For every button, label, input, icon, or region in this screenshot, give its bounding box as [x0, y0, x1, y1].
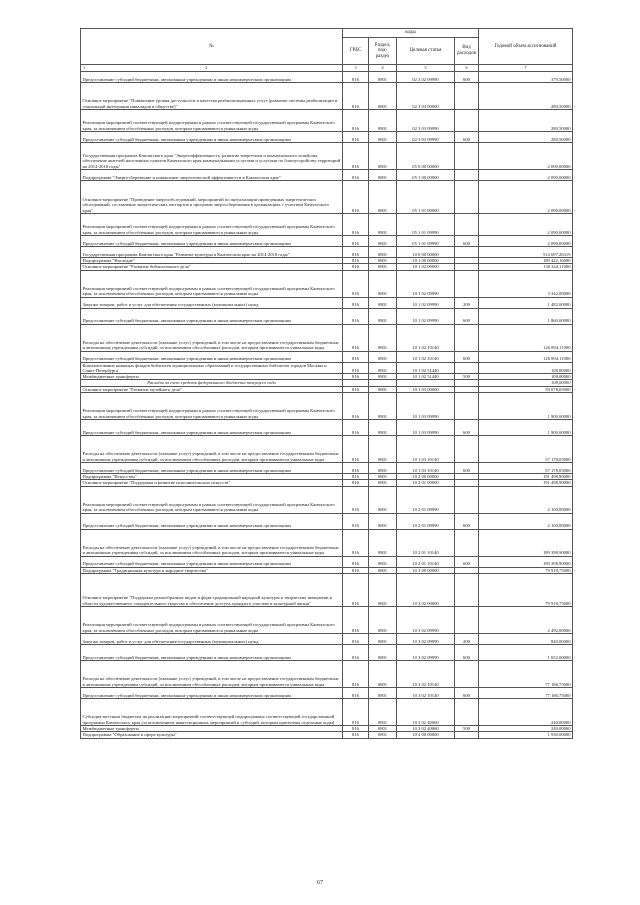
row-target: 10 1 00 00000: [397, 258, 455, 264]
row-name: Реализация мероприятий соответствующей подпрограммы в рамках соответствующей государственной программы Камчатского края, за исключением обособленных расходов, которым присваиваются уникальные коды: [81, 270, 343, 297]
row-target: 10 2 01 09990: [397, 486, 455, 513]
row-type: [455, 143, 479, 170]
table-row: [81, 644, 573, 660]
row-name: Предоставление субсидий бюджетным, автономным учреждениям и иным некоммерческим организациям: [81, 556, 343, 567]
row-name: Межбюджетные трансферты: [81, 374, 343, 380]
row-grbs: 816: [343, 486, 369, 513]
table-row: [81, 236, 573, 247]
row-section: 0801: [369, 529, 397, 556]
row-amount: 126 894,11000: [479, 324, 573, 351]
table-row: [81, 270, 573, 297]
row-type: [455, 83, 479, 110]
row-name: Комплектование книжных фондов библиотек муниципальных образований и государственных библиотек городов Москвы и Санкт-Петербурга: [81, 362, 343, 374]
header-codes: коды: [343, 29, 479, 38]
table-row: [81, 324, 573, 351]
row-type: [455, 170, 479, 181]
row-name: Подпрограмма "Наследие": [81, 258, 343, 264]
row-name: Реализация мероприятий соответствующей подпрограммы в рамках соответствующей государственной программы Камчатского края, за исключением обособленных расходов, которым присваиваются уникальные коды: [81, 214, 343, 236]
row-target: 10 2 01 09990: [397, 513, 455, 529]
row-amount: 240,00000: [479, 725, 573, 731]
header-section: Раздел, под- раздел: [369, 38, 397, 65]
row-type: [455, 214, 479, 236]
row-target: 02 3 03 00000: [397, 83, 455, 110]
row-name: Предоставление субсидий бюджетным, автономным учреждениям и иным некоммерческим организациям: [81, 308, 343, 324]
header-target: Целевая статья: [397, 38, 455, 65]
row-target: 10 2 01 00000: [397, 480, 455, 486]
row-section: 0801: [369, 132, 397, 143]
row-grbs: 816: [343, 170, 369, 181]
row-grbs: 816: [343, 732, 369, 738]
table-row: [81, 214, 573, 236]
row-amount: 514 697,26319: [479, 247, 573, 258]
row-name: Основное мероприятие "Повышение уровня доступности и качества реабилитационных услуг (развитие системы реабилитации и социальной интеграции инвалидов в обществе)": [81, 83, 343, 110]
row-name: Подпрограмма "Энергосбережение и повышение энергетической эффективности в Камчатском крае": [81, 170, 343, 181]
row-section: 0801: [369, 687, 397, 698]
row-section: 0801: [369, 556, 397, 567]
row-target: 10 3 02 09990: [397, 633, 455, 644]
row-target: 10 1 03 09990: [397, 393, 455, 420]
row-section: 0801: [369, 72, 397, 83]
row-type: [455, 436, 479, 463]
table-row: [81, 436, 573, 463]
row-target: 10 1 03 09990: [397, 420, 455, 436]
row-grbs: 816: [343, 214, 369, 236]
row-amount: 108,00000: [479, 362, 573, 374]
row-amount: 280,50000: [479, 132, 573, 143]
table-row: [81, 362, 573, 374]
row-section: 0801: [369, 258, 397, 264]
row-type: 500: [455, 374, 479, 380]
row-amount: 240,00000: [479, 698, 573, 725]
row-amount: 126 894,11000: [479, 351, 573, 362]
header-number-name: №: [81, 29, 343, 65]
row-amount: 1 860,00000: [479, 308, 573, 324]
row-type: [455, 732, 479, 738]
row-name: Расходы на обеспечение деятельности (оказание услуг) учреждений, в том числе на предоставление государственным бюджетным и автономным учреждениям субсидий, за исключением обособленных расходов, которым присваиваются уникальные коды: [81, 436, 343, 463]
row-amount: 2 100,00000: [479, 513, 573, 529]
row-type: [455, 529, 479, 556]
row-amount: 77 186,75000: [479, 687, 573, 698]
row-name: Закупка товаров, работ и услуг для обеспечения государственных (муниципальных) нужд: [81, 297, 343, 308]
table-row: [81, 698, 573, 725]
row-grbs: 816: [343, 236, 369, 247]
row-target: 10 3 02 10140: [397, 687, 455, 698]
row-target: 10 2 00 00000: [397, 474, 455, 480]
row-section: 0801: [369, 644, 397, 660]
row-amount: 191 498,90000: [479, 474, 573, 480]
row-type: 200: [455, 297, 479, 308]
header-annual: Годовой объем ассигнований: [479, 29, 573, 65]
row-amount: 79 918,75000: [479, 573, 573, 606]
row-section: 0801: [369, 214, 397, 236]
row-target: 10 0 00 00000: [397, 247, 455, 258]
row-section: 0801: [369, 143, 397, 170]
row-name: Реализация мероприятий соответствующей подпрограммы в рамках соответствующей государственной программы Камчатского края, за исключением обособленных расходов, которым присваиваются уникальные коды: [81, 110, 343, 132]
row-target: 05 0 00 00000: [397, 143, 455, 170]
table-row: [81, 420, 573, 436]
row-target: 10 1 02 09990: [397, 308, 455, 324]
row-name: Предоставление субсидий бюджетным, автономным учреждениям и иным некоммерческим организациям: [81, 351, 343, 362]
row-grbs: 816: [343, 264, 369, 270]
table-row: [81, 573, 573, 606]
row-name: Подпрограмма "Традиционная культура и народное творчество": [81, 567, 343, 573]
row-target: 10 2 01 10140: [397, 556, 455, 567]
row-amount: 108,00000: [479, 380, 573, 386]
row-target: 10 1 02 09990: [397, 297, 455, 308]
row-type: [455, 606, 479, 633]
row-amount: 3 342,00000: [479, 270, 573, 297]
row-section: 0801: [369, 386, 397, 392]
row-section: 0801: [369, 474, 397, 480]
row-grbs: 816: [343, 420, 369, 436]
row-target: 02 3 02 09990: [397, 72, 455, 83]
row-target: 10 1 02 10140: [397, 324, 455, 351]
row-section: 0801: [369, 324, 397, 351]
row-grbs: 816: [343, 324, 369, 351]
column-number-5: 5: [397, 65, 455, 72]
row-target: 10 3 02 00000: [397, 573, 455, 606]
table-row: [81, 633, 573, 644]
row-type: 600: [455, 308, 479, 324]
row-grbs: 816: [343, 308, 369, 324]
row-section: 0801: [369, 420, 397, 436]
row-name: Расходы на обеспечение деятельности (оказание услуг) учреждений, в том числе на предоставление государственным бюджетным и автономным учреждениям субсидий, за исключением обособленных расходов, которым присваиваются уникальные коды: [81, 324, 343, 351]
table-row: [81, 660, 573, 687]
row-grbs: 816: [343, 573, 369, 606]
row-grbs: 816: [343, 725, 369, 731]
column-number-1: 1: [83, 65, 86, 71]
row-type: 200: [455, 633, 479, 644]
row-amount: 379,50000: [479, 72, 573, 83]
row-section: 0801: [369, 181, 397, 214]
row-grbs: 816: [343, 567, 369, 573]
row-target: 10 3 02 09990: [397, 644, 455, 660]
row-type: 600: [455, 72, 479, 83]
row-name: Предоставление субсидий бюджетным, автономным учреждениям и иным некоммерческим организациям: [81, 687, 343, 698]
row-amount: 280,50000: [479, 110, 573, 132]
table-row: [81, 556, 573, 567]
row-section: 0801: [369, 573, 397, 606]
column-number-2: 2: [205, 65, 208, 71]
row-target: 10 1 02 09990: [397, 270, 455, 297]
document-page: [80, 28, 572, 739]
row-target: 05 1 00 00000: [397, 170, 455, 181]
row-grbs: 816: [343, 393, 369, 420]
row-target: 10 3 02 40060: [397, 698, 455, 725]
row-grbs: 816: [343, 660, 369, 687]
table-row: [81, 351, 573, 362]
row-amount: 1 900,00000: [479, 393, 573, 420]
column-number-6: 6: [455, 65, 479, 72]
table-row: [81, 170, 573, 181]
row-type: [455, 362, 479, 374]
row-amount: 1 900,00000: [479, 420, 573, 436]
row-type: 600: [455, 644, 479, 660]
row-amount: 1 482,00000: [479, 297, 573, 308]
row-type: 600: [455, 236, 479, 247]
row-amount: 130 344,11000: [479, 264, 573, 270]
table-row: [81, 486, 573, 513]
table-row: [81, 732, 573, 738]
row-section: 0801: [369, 660, 397, 687]
table-row: [81, 687, 573, 698]
row-grbs: 816: [343, 297, 369, 308]
row-section: 0801: [369, 436, 397, 463]
row-type: 600: [455, 556, 479, 567]
row-type: 600: [455, 351, 479, 362]
row-section: 0801: [369, 480, 397, 486]
row-type: 500: [455, 725, 479, 731]
row-name: Предоставление субсидий бюджетным, автономным учреждениям и иным некоммерческим организациям: [81, 72, 343, 83]
row-amount: 2 090,00000: [479, 143, 573, 170]
row-amount: 2 090,00000: [479, 181, 573, 214]
column-number: [81, 65, 343, 72]
row-amount: 1 930,00000: [479, 732, 573, 738]
table-row: [81, 247, 573, 258]
row-section: 0801: [369, 83, 397, 110]
row-amount: 2 090,00000: [479, 236, 573, 247]
table-row: [81, 72, 573, 83]
row-grbs: 816: [343, 529, 369, 556]
row-name: Предоставление субсидий бюджетным, автономным учреждениям и иным некоммерческим организациям: [81, 236, 343, 247]
row-grbs: 816: [343, 606, 369, 633]
row-name: Расходы на обеспечение деятельности (оказание услуг) учреждений, в том числе на предоставление государственным бюджетным и автономным учреждениям субсидий, за исключением обособленных расходов, которым присваиваются уникальные коды: [81, 660, 343, 687]
row-type: 600: [455, 463, 479, 474]
row-type: 600: [455, 420, 479, 436]
row-name: Основное мероприятие "Проведение энергообследований, мероприятий по актуализации проведенных энергетических обследований, составление энергетических паспортов и программ энергосбережения в организациях с участием Камчатского края": [81, 181, 343, 214]
row-section: 0801: [369, 236, 397, 247]
row-name: Закупка товаров, работ и услуг для обеспечения государственных (муниципальных) нужд: [81, 633, 343, 644]
row-section: 0801: [369, 351, 397, 362]
row-name: Предоставление субсидий бюджетным, автономным учреждениям и иным некоммерческим организациям: [81, 644, 343, 660]
table-row: [81, 513, 573, 529]
row-amount: 2 090,00000: [479, 170, 573, 181]
row-grbs: 816: [343, 83, 369, 110]
row-name: Субсидия местным бюджетам на реализацию мероприятий соответствующей подпрограммы соответствующей государственной программы Камчатского края (за исключением инвестиционных мероприятий и субсидий, которым присвоены отдельные коды): [81, 698, 343, 725]
column-number-4: 4: [369, 65, 397, 72]
page-number: 67: [317, 880, 323, 886]
row-grbs: 816: [343, 132, 369, 143]
column-number-3: 3: [343, 65, 369, 72]
row-section: 0801: [369, 110, 397, 132]
row-amount: 79 918,75000: [479, 567, 573, 573]
row-target: 10 1 03 10140: [397, 436, 455, 463]
row-amount: 189 398,90000: [479, 556, 573, 567]
row-grbs: 816: [343, 463, 369, 474]
row-type: 600: [455, 687, 479, 698]
row-name: Основное мероприятие "Поддержка и развитие исполнительских искусств": [81, 480, 343, 486]
row-type: [455, 486, 479, 513]
row-grbs: 816: [343, 436, 369, 463]
row-target: 10 1 03 00000: [397, 386, 455, 392]
row-name: Реализация мероприятий соответствующей подпрограммы в рамках соответствующей государственной программы Камчатского края, за исключением обособленных расходов, которым присваиваются уникальные коды: [81, 393, 343, 420]
row-grbs: 816: [343, 110, 369, 132]
row-section: 0801: [369, 486, 397, 513]
row-target: 10 3 02 40060: [397, 725, 455, 731]
row-target: 10 3 02 09990: [397, 606, 455, 633]
column-number-7: 7: [479, 65, 573, 72]
row-target: 10 1 02 00000: [397, 264, 455, 270]
table-row: [81, 529, 573, 556]
row-name: Подпрограмма "Образование в сфере культуры": [81, 732, 343, 738]
row-grbs: 816: [343, 374, 369, 380]
row-amount: 189 398,90000: [479, 529, 573, 556]
row-target: 05 1 01 09990: [397, 214, 455, 236]
row-name: Предоставление субсидий бюджетным, автономным учреждениям и иным некоммерческим организациям: [81, 463, 343, 474]
column-number-row: [81, 65, 573, 72]
row-section: 0801: [369, 362, 397, 374]
row-grbs: 816: [343, 698, 369, 725]
row-amount: 57 178,05000: [479, 436, 573, 463]
row-grbs: 816: [343, 386, 369, 392]
row-type: [455, 660, 479, 687]
row-section: 0801: [369, 725, 397, 731]
table-row: [81, 393, 573, 420]
row-section: 0801: [369, 247, 397, 258]
row-grbs: 816: [343, 143, 369, 170]
row-type: 600: [455, 132, 479, 143]
row-target: 10 1 02 10140: [397, 351, 455, 362]
row-target: 02 3 03 09990: [397, 132, 455, 143]
row-name: Реализация мероприятий соответствующей подпрограммы в рамках соответствующей государственной программы Камчатского края, за исключением обособленных расходов, которым присваиваются уникальные коды: [81, 606, 343, 633]
row-name: Расходы за счет средств федерального бюджета текущего года: [81, 380, 343, 386]
table-body: [81, 72, 573, 739]
row-amount: 59 078,05000: [479, 386, 573, 392]
row-name: Предоставление субсидий бюджетным, автономным учреждениям и иным некоммерческим организациям: [81, 513, 343, 529]
row-amount: 191 498,90000: [479, 480, 573, 486]
row-section: 0801: [369, 308, 397, 324]
row-name: Расходы на обеспечение деятельности (оказание услуг) учреждений, в том числе на предоставление государственным бюджетным и автономным учреждениям субсидий, за исключением обособленных расходов, которым присваиваются уникальные коды: [81, 529, 343, 556]
row-amount: 280,50000: [479, 83, 573, 110]
row-grbs: 816: [343, 633, 369, 644]
row-name: Межбюджетные трансферты: [81, 725, 343, 731]
row-section: 0801: [369, 170, 397, 181]
row-section: 0801: [369, 270, 397, 297]
row-grbs: 816: [343, 362, 369, 374]
table-row: [81, 143, 573, 170]
table-row: [81, 110, 573, 132]
row-amount: 57 178,05000: [479, 463, 573, 474]
row-grbs: 816: [343, 474, 369, 480]
row-grbs: 816: [343, 72, 369, 83]
row-target: 02 3 03 09990: [397, 110, 455, 132]
row-section: 0801: [369, 606, 397, 633]
row-type: [455, 324, 479, 351]
table-row: [81, 606, 573, 633]
header-grbs: ГРБС: [343, 38, 369, 65]
row-amount: 108,00000: [479, 374, 573, 380]
row-name: Государственная программа Камчатского края "Развитие культуры в Камчатском крае на 2014-2018 годы": [81, 247, 343, 258]
row-amount: 77 186,75000: [479, 660, 573, 687]
row-section: 0801: [369, 633, 397, 644]
row-amount: 2 100,00000: [479, 486, 573, 513]
row-amount: 1 652,00000: [479, 644, 573, 660]
table-row: [81, 463, 573, 474]
row-grbs: 816: [343, 258, 369, 264]
row-grbs: 816: [343, 513, 369, 529]
row-grbs: 816: [343, 556, 369, 567]
row-type: [455, 393, 479, 420]
row-section: 0801: [369, 374, 397, 380]
row-target: 10 1 03 10140: [397, 463, 455, 474]
row-type: [455, 247, 479, 258]
row-name: Реализация мероприятий соответствующей подпрограммы в рамках соответствующей государственной программы Камчатского края, за исключением обособленных расходов, которым присваиваются уникальные коды: [81, 486, 343, 513]
row-type: [455, 698, 479, 725]
row-type: [455, 573, 479, 606]
row-section: 0801: [369, 513, 397, 529]
row-name: Основное мероприятие "Поддержка разнообразных видов и форм традиционной народной культуры и творческих инициатив в области художественного самодеятельного творства и обеспечение доступа граждан к участию в культурной жизни": [81, 573, 343, 606]
row-target: 10 3 02 10140: [397, 660, 455, 687]
header-type: Вид расходов: [455, 38, 479, 65]
row-grbs: 816: [343, 351, 369, 362]
row-amount: 840,00000: [479, 633, 573, 644]
row-grbs: 816: [343, 480, 369, 486]
row-grbs: 816: [343, 687, 369, 698]
row-target: 05 1 01 09990: [397, 236, 455, 247]
row-section: 0801: [369, 698, 397, 725]
row-section: 0801: [369, 567, 397, 573]
row-name: Подпрограмма "Искусство": [81, 474, 343, 480]
row-section: 0801: [369, 393, 397, 420]
row-target: 10 3 00 00000: [397, 567, 455, 573]
row-name: Основное мероприятие "Развитие музейного дела": [81, 386, 343, 392]
row-amount: 2 492,00000: [479, 606, 573, 633]
table-row: [81, 132, 573, 143]
row-name: Основное мероприятие "Развитие библиотечного дела": [81, 264, 343, 270]
row-grbs: 816: [343, 247, 369, 258]
row-name: Государственная программа Камчатского края "Энергоэффективность, развитие энергетики и коммунального хозяйства, обеспечение жителей населенных пунктов Камчатского края коммунальными услугами и услугами по благоустройству территорий на 2014-2018 годы": [81, 143, 343, 170]
row-grbs: 816: [343, 270, 369, 297]
row-target: 10 1 02 51440: [397, 374, 455, 380]
row-target: 10 2 01 10140: [397, 529, 455, 556]
budget-table: [80, 28, 573, 739]
row-name: Предоставление субсидий бюджетным, автономным учреждениям и иным некоммерческим организациям: [81, 132, 343, 143]
row-section: 0801: [369, 463, 397, 474]
row-section: 0801: [369, 297, 397, 308]
row-type: [455, 270, 479, 297]
row-section: 0801: [369, 264, 397, 270]
row-type: [455, 181, 479, 214]
row-target: 10 1 02 51440: [397, 362, 455, 374]
row-type: [455, 110, 479, 132]
row-grbs: 816: [343, 644, 369, 660]
row-amount: 189 422,16000: [479, 258, 573, 264]
table-row: [81, 83, 573, 110]
row-target: 05 1 01 00000: [397, 181, 455, 214]
table-row: [81, 297, 573, 308]
table-row: [81, 308, 573, 324]
table-row: [81, 181, 573, 214]
row-amount: 2 090,00000: [479, 214, 573, 236]
row-name: Предоставление субсидий бюджетным, автономным учреждениям и иным некоммерческим организациям: [81, 420, 343, 436]
row-type: 600: [455, 513, 479, 529]
row-section: 0801: [369, 732, 397, 738]
row-grbs: 816: [343, 181, 369, 214]
row-target: 10 4 00 00000: [397, 732, 455, 738]
